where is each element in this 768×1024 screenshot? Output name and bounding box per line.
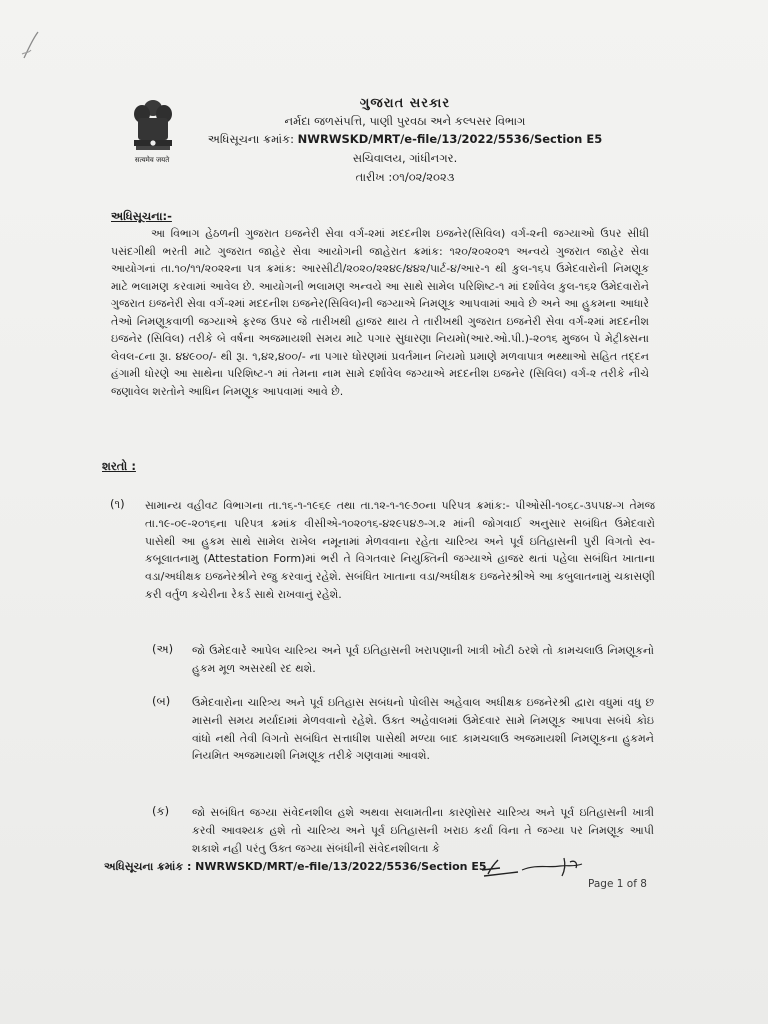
notification-number-label: અધિસૂચના ક્રમાંક: [207, 132, 295, 146]
notification-body [111, 225, 649, 400]
sub-condition-text-a: જો ઉમેદવારે આપેલ ચારિત્ર્ય અને પૂર્વ ઇતિહાસની ખરાપણાની ખાત્રી ખોટી ઠરશે તો કામચલાઉ નિમણૂકનો હુકમ મૂળ અસરથી રદ થશે. [192, 644, 654, 675]
sub-condition-label-b: (બ) [152, 694, 171, 708]
notification-number: NWRWSKD/MRT/e-file/13/2022/5536/Section E5 [297, 132, 603, 146]
notification-number-line [200, 132, 610, 147]
conditions-heading: શરતો : [102, 459, 136, 473]
pen-stroke-icon [20, 30, 42, 60]
sub-condition-label-c: (ક) [152, 804, 170, 818]
notification-heading: અધિસૂચના:- [111, 209, 172, 223]
sub-condition-text-b: ઉમેદવારોના ચારિત્ર્ય અને પૂર્વ ઇતિહાસ સબંધનો પોલીસ અહેવાલ અધીક્ષક ઇજનેરશ્રી દ્વારા વધુમાં વધુ છ માસની સમય મર્યાદામાં મેળવવાનો રહેશે. ઉક્ત અહેવાલમાં ઉમેદવાર સામે નિમણૂક આપવા સબંધે કોઇ વાંધો નથી તેવી વિગતો સબંધિત સત્તાધીશ પાસેથી મળ્યા બાદ કામચલાઉ અજમાયશી નિમણૂકના હુકમને નિયમિત અજમાયશી નિમણૂક તરીકે ગણવામાં આવશે. [192, 696, 654, 763]
national-emblem-icon [124, 96, 182, 162]
footer-notification-ref: અધિસૂચના ક્રમાંક : NWRWSKD/MRT/e-file/13/2022/5536/Section E5 [104, 860, 487, 873]
condition-number: (૧) [110, 497, 125, 511]
emblem-motto: सत्यमेव जयते [134, 156, 170, 164]
page-number: Page 1 of 8 [588, 878, 647, 890]
sub-condition-label-a: (અ) [152, 642, 174, 656]
notification-body-text: આ વિભાગ હેઠળની ગુજરાત ઇજનેરી સેવા વર્ગ-૨માં મદદનીશ ઇજનેર(સિવિલ) વર્ગ-૨ની જગ્યાઓ ઉપર સીધી પસંદગીથી ભરતી માટે ગુજરાત જાહેર સેવા આયોગની જાહેરાત ક્રમાંક: ૧૨૦/૨૦૨૦૨૧ અન્વયે ગુજરાત જાહેર સેવા આયોગનાં તા.૧૦/૧૧/૨૦૨૨ના પત્ર ક્રમાંક: આરસીટી/૨૦૨૦/૨૨૪૯/૪૪૨/પાર્ટ-૪/આર-૧ થી કુલ-૧૬૫ ઉમેદવારોની નિમણૂક માટે ભલામણ કરવામાં આવેલ છે. આયોગની ભલામણ અન્વયે આ સાથે સામેલ પરિશિષ્ટ-૧ માં દર્શાવેલ કુલ-૧૬૨ ઉમેદવારોને ગુજરાત ઇજનેરી સેવા વર્ગ-૨માં મદદનીશ ઇજનેર(સિવિલ)ની જગ્યાએ નિમણૂક આપવામાં આવે છે અને આ હુકમના આધારે તેઓ નિમણૂકવાળી જગ્યાએ ફરજ ઉપર જે તારીખથી હાજર થાય તે તારીખથી ગુજરાત ઇજનેરી સેવા વર્ગ-૨માં મદદનીશ ઇજનેર (સિવિલ) તરીકે બે વર્ષના અજમાયશી સમય માટે પગાર સુધારણા નિયમો(આર.ઓ.પી.)-૨૦૧૬ મુજબ પે મેટ્રીક્સના લેવલ-૮ના રૂા. ૪૪૯૦૦/- થી રૂા. ૧,૪૨,૪૦૦/- ના પગાર ધોરણમાં પ્રવર્તમાન નિયમો પ્રમાણે મળવાપાત્ર ભથ્થાઓ સહિત તદ્દન હંગામી ધોરણે આ સાથેના પરિશિષ્ટ-૧ માં તેમના નામ સામે દર્શાવેલ જગ્યાએ મદદનીશ ઇજનેર (સિવિલ) વર્ગ-૨ તરીકે નીચે જણાવેલ શરતોને આધિન નિમણૂક આપવામાં આવે છે. [111, 227, 649, 398]
notification-date: તારીખ :૦૧/૦૨/૨૦૨૩ [355, 170, 455, 184]
sub-condition-text-c: જો સબંધિત જગ્યા સંવેદનશીલ હશે અથવા સલામતીના કારણોસર ચારિત્ર્ય અને પૂર્વ ઇતિહાસની ખાત્રી કરવી આવશ્યક હશે તો ચારિત્ર્ય અને પૂર્વ ઇતિહાસની ખરાઇ કર્યા વિના તે જગ્યા પર નિમણૂક આપી શકાશે નહી પરંતુ ઉક્ત જગ્યા સંબંધીની સંવેદનશીલતા કે [192, 806, 654, 855]
department-name: નર્મદા જળસંપત્તિ, પાણી પુરવઠા અને કલ્પસર વિભાગ [284, 114, 526, 128]
condition-text: સામાન્ય વહીવટ વિભાગના તા.૧૬-૧-૧૯૬૯ તથા તા.૧૨-૧-૧૯૭૦ના પરિપત્ર ક્રમાંક:- પીઓસી-૧૦૬૮-૩૫૫૪-ગ તેમજ તા.૧૯-૦૯-૨૦૧૬ના પરિપત્ર ક્રમાંક વીસીએ-૧૦૨૦૧૬-૪૨૯૫૪૭-ગ.૨ માંની જોગવાઈ અનુસાર સબંધિત ઉમેદવારો પાસેથી આ હુકમ સાથે સામેલ રાખેલ નમૂનામાં મેળવવાના રહેતા ચારિત્ર્ય અને પૂર્વ ઇતિહાસની પુરી વિગતો સ્વ-કબૂલાતનામુ (Attestation Form)માં ભરી તે વિગતવાર નિયુક્તિની જગ્યાએ હાજર થતાં પહેલા સબંધિત ખાતાના વડા/અધીક્ષક ઇજનેરશ્રીને રજુ કરવાનું રહેશે. સબંધિત ખાતાના વડા/અધીક્ષક ઇજનેરશ્રીએ આ કબુલાતનામું ચકાસણી કરી વર્તુળ કચેરીના રેકર્ડ સાથે રાખવાનું રહેશે. [145, 499, 655, 601]
office-location: સચિવાલય, ગાંધીનગર. [352, 151, 458, 165]
government-title: ગુજરાત સરકાર [359, 96, 451, 111]
